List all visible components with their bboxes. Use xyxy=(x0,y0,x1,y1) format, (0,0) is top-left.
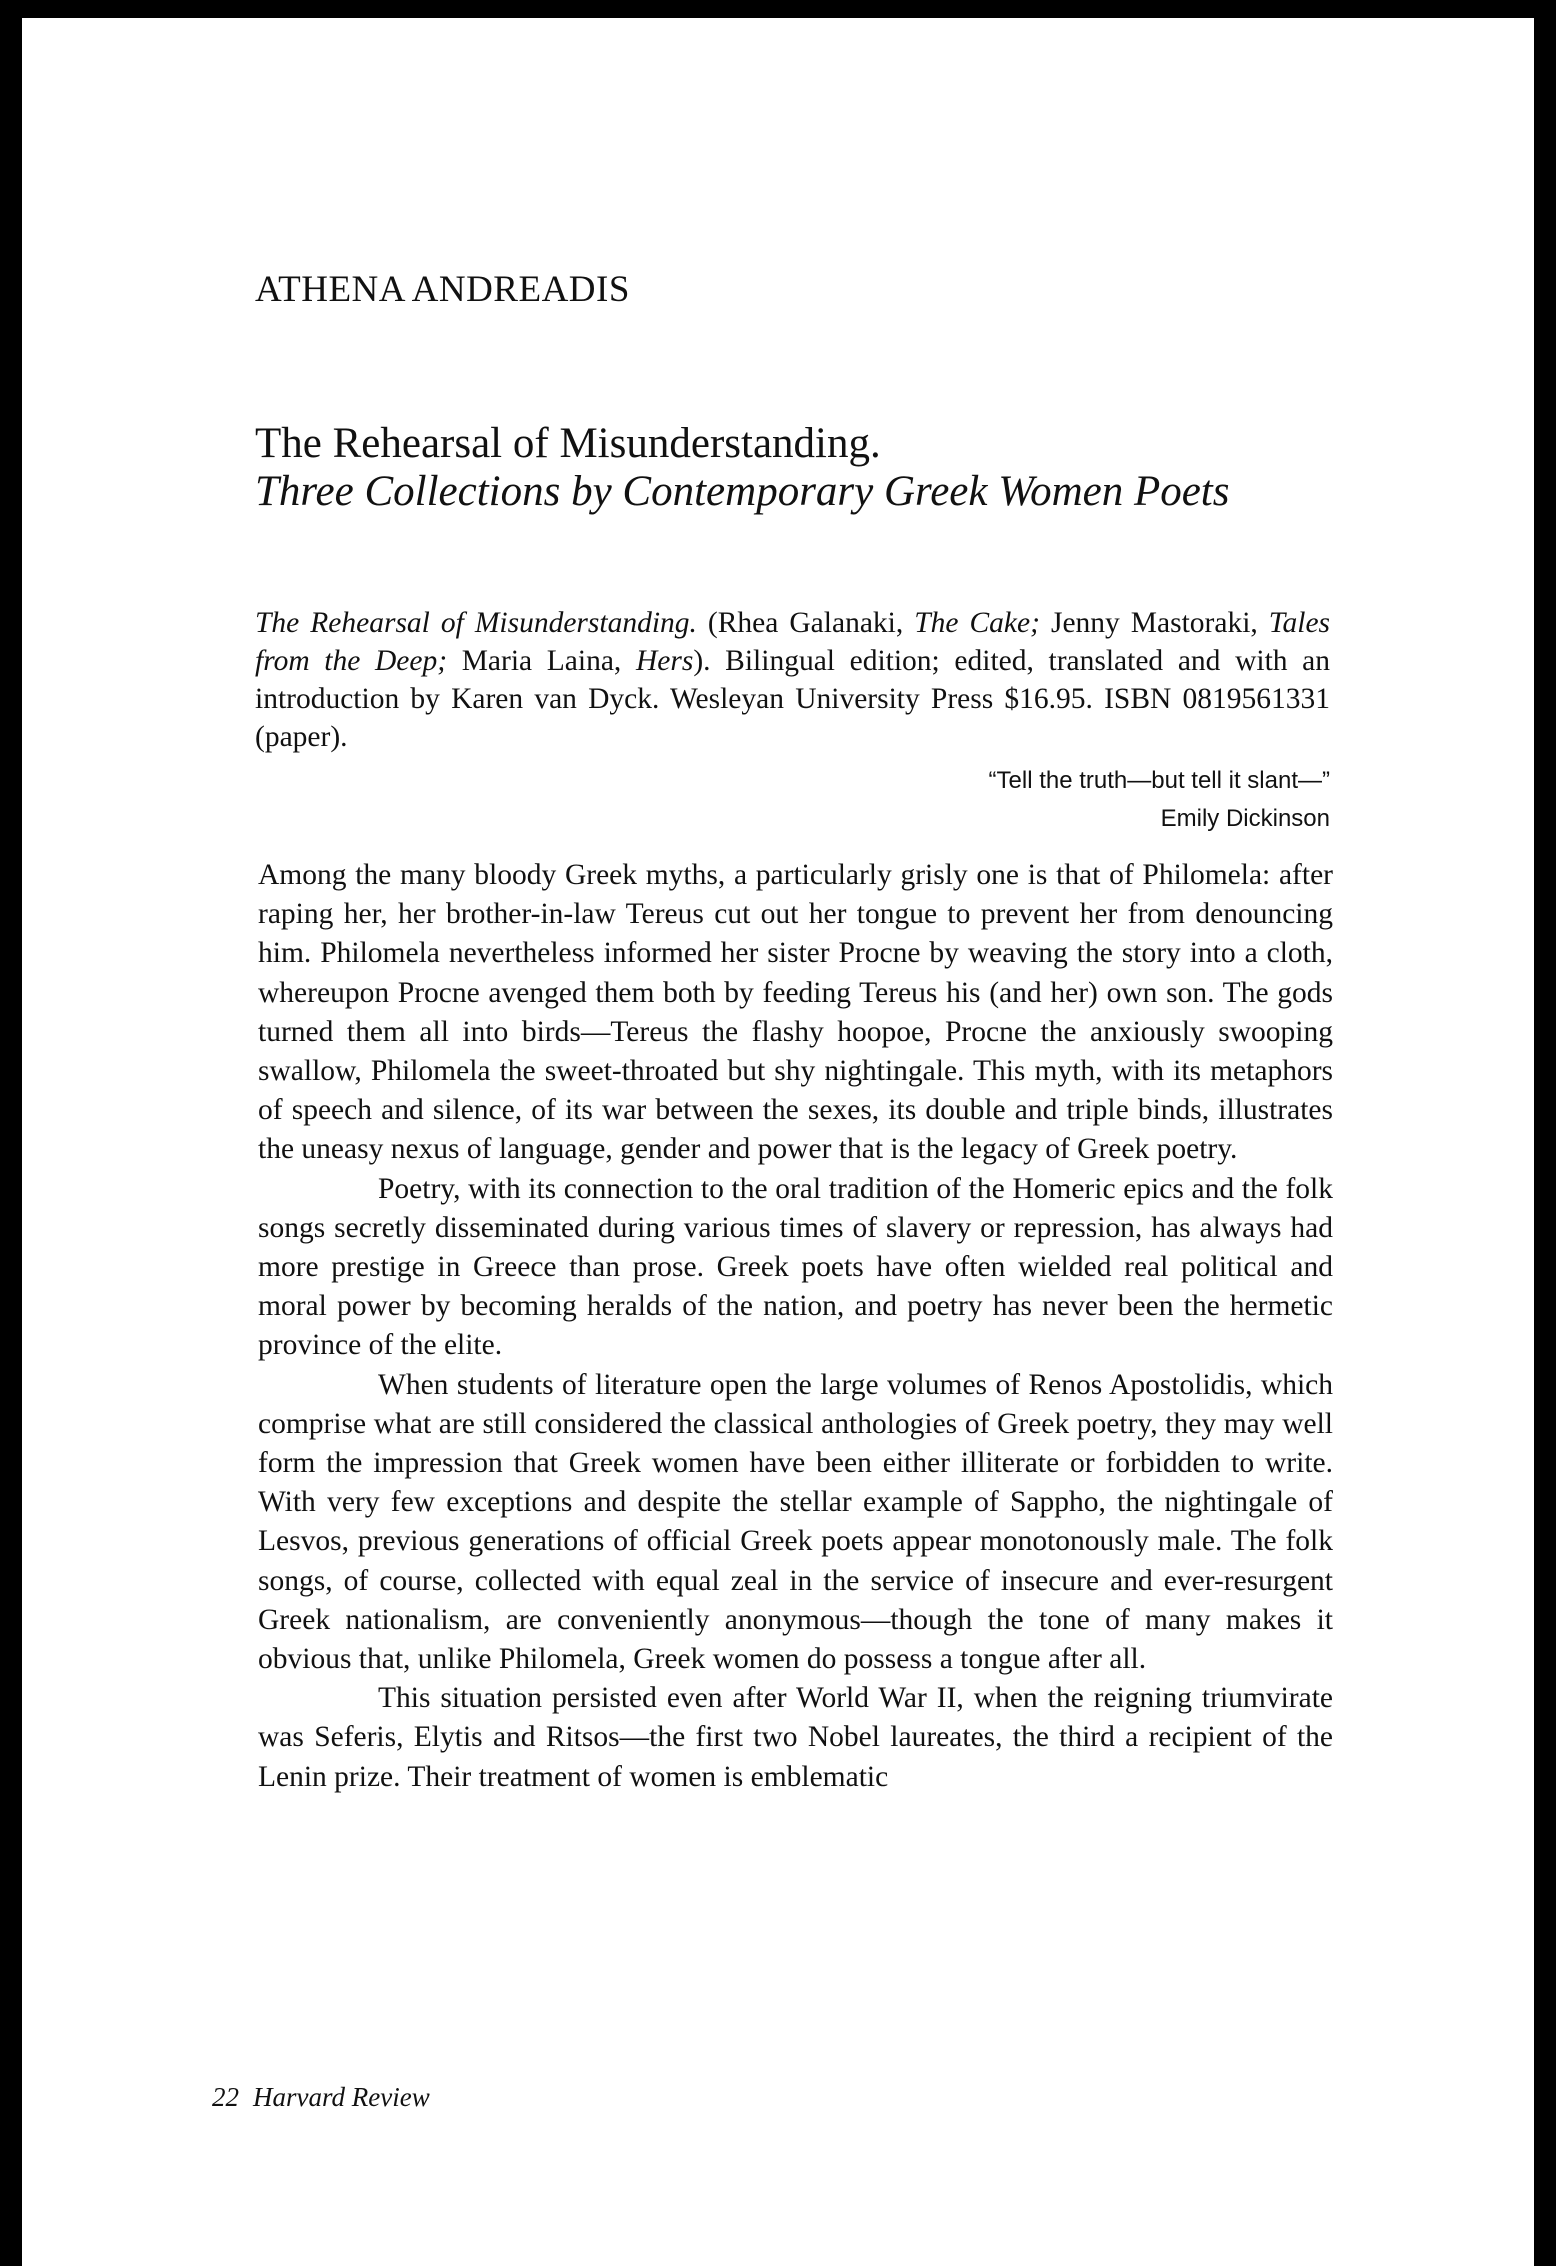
citation-text-3: Maria Laina, xyxy=(447,645,636,677)
body-paragraph: This situation persisted even after World War II, when the reigning triumvirate was Seferis, Elytis and Ritsos—the first two Nobel laureates, the third a recipient of the Lenin prize. Their treatment of women is emblematic xyxy=(258,1682,1333,1793)
epigraph-attribution: Emily Dickinson xyxy=(1160,805,1330,832)
book-citation xyxy=(255,604,1330,756)
body-paragraph: Among the many bloody Greek myths, a particularly grisly one is that of Philomela: after raping her, her brother-in-law Tereus cut out her tongue to prevent her from denouncing him. Philomela nevertheless informed her sister Procne by weaving the story into a cloth, whereupon Procne avenged them both by feeding Tereus his (and her) own son. The gods turned them all into birds—Tereus the flashy hoopoe, Procne the anxiously swooping swallow, Philomela the sweet-throated but shy nightingale. This myth, with its metaphors of speech and silence, of its war between the sexes, its double and triple binds, illustrates the uneasy nexus of language, gender and power that is the legacy of Greek poetry. xyxy=(258,859,1333,1166)
author-name: ATHENA ANDREADIS xyxy=(255,269,630,310)
page-footer xyxy=(212,2082,430,2113)
page-number: 22 xyxy=(212,2082,239,2112)
body-paragraph: When students of literature open the large volumes of Renos Apostolidis, which comprise what are still considered the classical anthologies of Greek poetry, they may well form the impression that Greek women have been either illiterate or forbidden to write. With very few exceptions and despite the stellar example of Sappho, the nightingale of Lesvos, previous generations of official Greek poets appear monotonously male. The folk songs, of course, collected with equal zeal in the service of insecure and ever-resurgent Greek nationalism, are conveniently anonymous—though the tone of many makes it obvious that, unlike Philomela, Greek women do possess a tongue after all. xyxy=(258,1368,1333,1676)
article-title xyxy=(255,420,1355,516)
citation-book-title: The Rehearsal of Misunderstanding. xyxy=(255,607,697,639)
title-main: The Rehearsal of Misunderstanding. xyxy=(255,420,881,467)
citation-text-4: ). Bilingual edition; edited, translated and with an introduction by Karen van Dyck. Wesleyan University Press $16.95. ISBN 0819561331 (paper). xyxy=(255,645,1331,753)
epigraph xyxy=(255,762,1330,838)
citation-text-2: Jenny Mastoraki, xyxy=(1039,607,1269,639)
article-body xyxy=(258,856,1333,1797)
citation-work-3: Hers xyxy=(635,645,694,677)
body-paragraph: Poetry, with its connection to the oral tradition of the Homeric epics and the folk songs secretly disseminated during various times of slavery or repression, has always had more prestige in Greece than prose. Greek poets have often wielded real political and moral power by becoming heralds of the nation, and poetry has never been the hermetic province of the elite. xyxy=(258,1172,1333,1362)
title-subtitle: Three Collections by Contemporary Greek Women Poets xyxy=(255,468,1230,515)
journal-name: Harvard Review xyxy=(253,2082,430,2112)
citation-text-1: (Rhea Galanaki, xyxy=(696,607,915,639)
citation-work-1: The Cake; xyxy=(914,607,1040,639)
citation-work-2: Tales from the Deep; xyxy=(255,607,1331,677)
epigraph-quote: “Tell the truth—but tell it slant—” xyxy=(988,767,1330,794)
